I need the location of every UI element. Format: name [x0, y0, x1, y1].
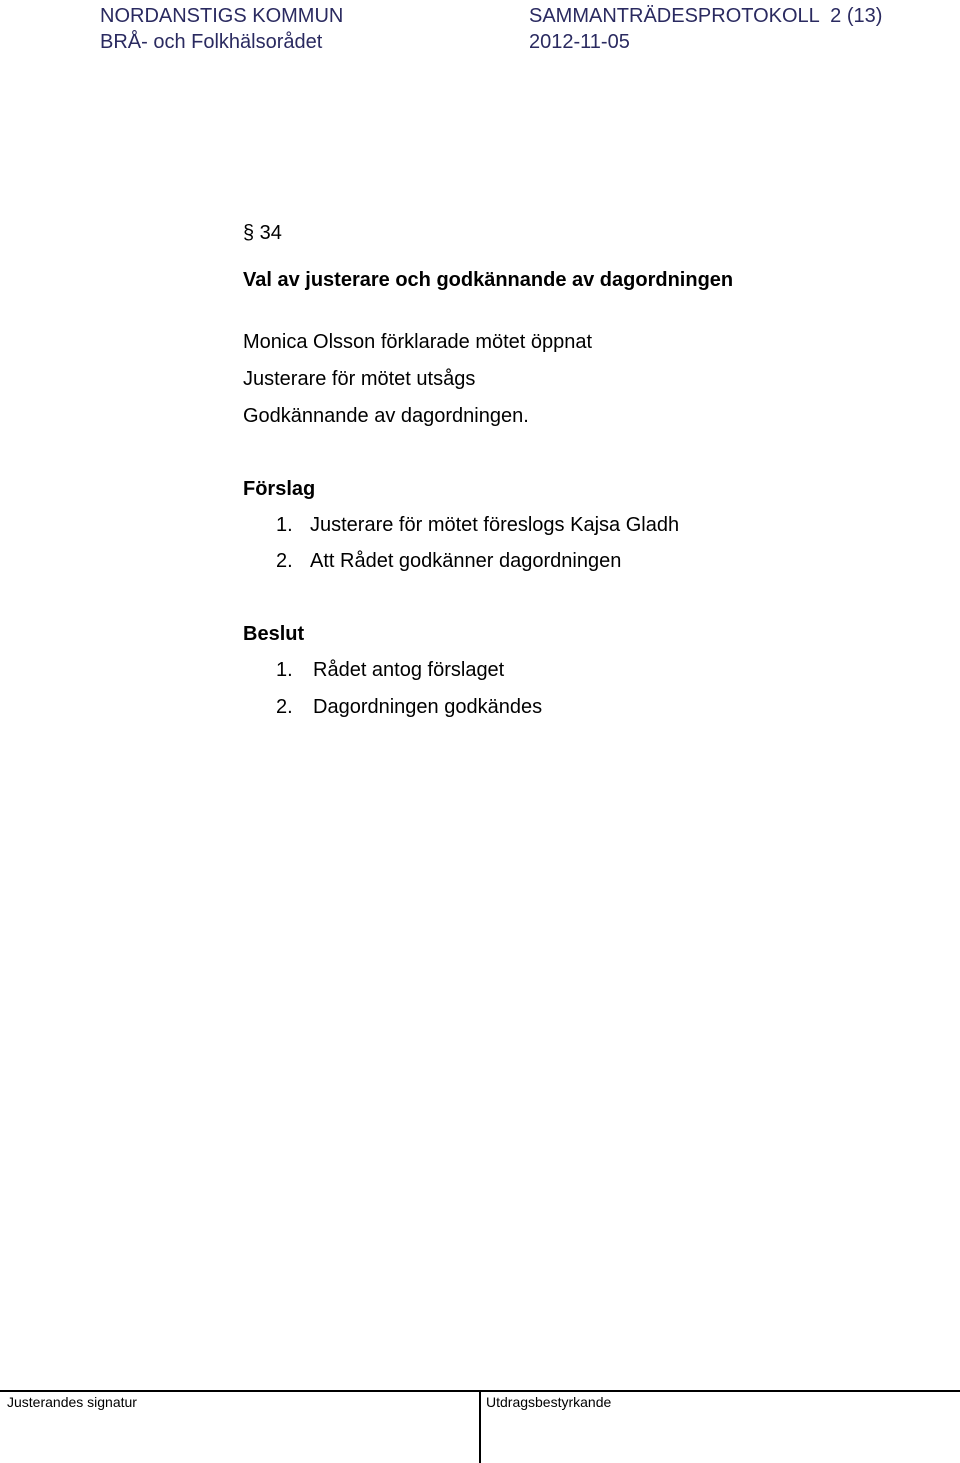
section-title: Val av justerare och godkännande av dagordningen — [243, 269, 734, 291]
footer-signature-label: Justerandes signatur — [7, 1394, 137, 1410]
intro-line: Justerare för mötet utsågs — [243, 368, 476, 390]
section-number: § 34 — [243, 222, 282, 244]
forslag-item-number: 1. — [276, 514, 293, 536]
header-board: BRÅ- och Folkhälsorådet — [100, 31, 323, 53]
intro-line: Monica Olsson förklarade mötet öppnat — [243, 331, 593, 353]
forslag-item-text: Justerare för mötet föreslogs Kajsa Gladh — [310, 514, 680, 536]
beslut-heading: Beslut — [243, 623, 305, 645]
footer-certification-label: Utdragsbestyrkande — [486, 1394, 612, 1410]
footer-divider — [479, 1390, 481, 1463]
header-document-type: SAMMANTRÄDESPROTOKOLL 2 (13) — [529, 5, 883, 27]
beslut-item-text: Dagordningen godkändes — [313, 696, 543, 718]
beslut-item-number: 2. — [276, 696, 293, 718]
forslag-item-number: 2. — [276, 550, 293, 572]
forslag-item-text: Att Rådet godkänner dagordningen — [310, 550, 622, 572]
header-organization: NORDANSTIGS KOMMUN — [100, 5, 344, 27]
intro-line: Godkännande av dagordningen. — [243, 405, 529, 427]
forslag-heading: Förslag — [243, 478, 316, 500]
beslut-item-number: 1. — [276, 659, 293, 681]
beslut-item-text: Rådet antog förslaget — [313, 659, 505, 681]
header-date: 2012-11-05 — [529, 31, 630, 53]
